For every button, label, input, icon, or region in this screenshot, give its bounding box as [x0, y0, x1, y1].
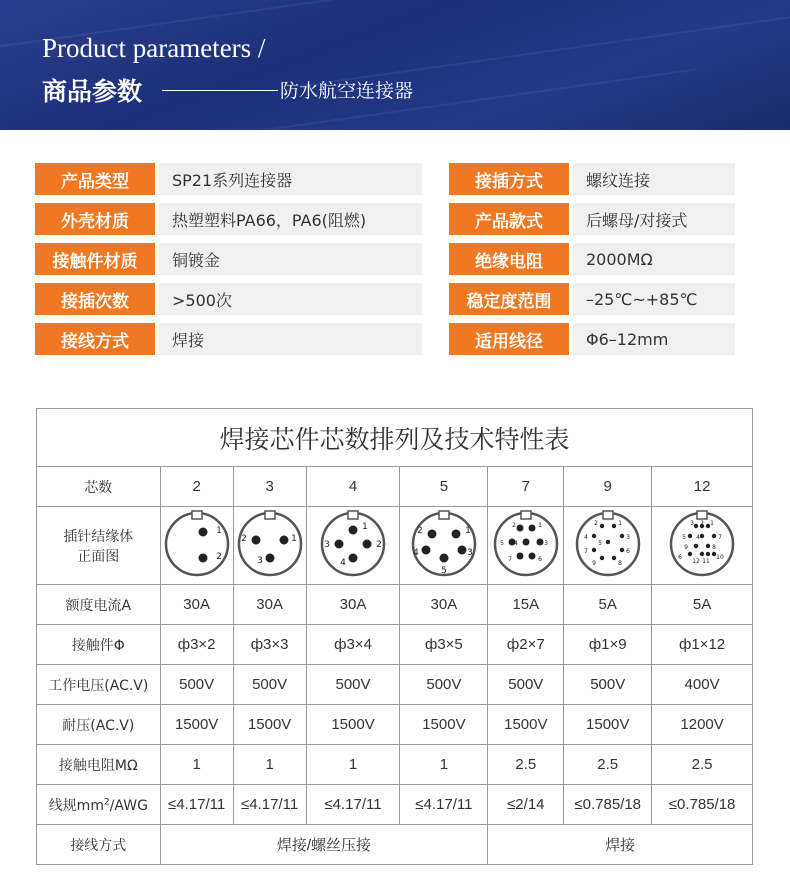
pin-number: 6: [678, 553, 682, 561]
pin: [688, 533, 692, 537]
connector-face-diagram: [318, 509, 388, 579]
cell: 3: [233, 467, 306, 507]
pin-number: 2: [700, 519, 704, 527]
param-label: 稳定度范围: [449, 283, 569, 315]
cell: 30A: [306, 585, 400, 625]
param-row: [35, 243, 422, 275]
param-value: 2000MΩ: [573, 243, 735, 275]
pin-number: 2: [215, 551, 222, 562]
pin: [198, 527, 207, 536]
param-label: 外壳材质: [35, 203, 155, 235]
table-row: [37, 625, 753, 665]
param-value: –25℃~+85℃: [573, 283, 735, 315]
pin-number: 1: [465, 525, 471, 536]
pin-face-3-core: [235, 509, 305, 583]
pin: [349, 525, 358, 534]
core-spec-table: [36, 408, 753, 865]
cell: 5: [400, 467, 488, 507]
pin: [528, 524, 535, 531]
param-value: Φ6–12mm: [573, 323, 735, 355]
param-row: [35, 163, 422, 195]
pin-number: 11: [702, 557, 710, 565]
pin: [421, 545, 430, 554]
pin: [606, 539, 610, 543]
pin: [688, 551, 692, 555]
table-row: [37, 785, 753, 825]
pin: [694, 523, 698, 527]
pin-face-5-core: [409, 509, 479, 583]
param-label: 接触件材质: [35, 243, 155, 275]
cell: ф3×4: [306, 625, 400, 665]
cell: 2.5: [652, 745, 753, 785]
param-value: 铜镀金: [159, 243, 422, 275]
pin-number: 4: [513, 539, 518, 547]
pin-number: 1: [215, 525, 222, 536]
cell: 30A: [160, 585, 233, 625]
cell: ф3×5: [400, 625, 488, 665]
cell: 9: [564, 467, 652, 507]
row-label-sup: 2: [103, 796, 110, 807]
cell: 7: [488, 467, 564, 507]
row-label: 工作电压(AC.V): [37, 665, 161, 705]
param-row: [449, 203, 735, 235]
cell: ≤0.785/18: [564, 785, 652, 825]
cell: 500V: [233, 665, 306, 705]
pin-face-12-core: [667, 509, 737, 583]
cell: 1: [400, 745, 488, 785]
row-label-post: /AWG: [109, 797, 148, 814]
cell: 1200V: [652, 705, 753, 745]
pin: [528, 552, 535, 559]
pin-number: 6: [537, 555, 542, 563]
pin-number: 12: [692, 557, 700, 565]
pin: [451, 529, 460, 538]
pin-number: 1: [710, 519, 714, 527]
pin: [349, 553, 358, 562]
param-row: [35, 323, 422, 355]
connector-shell: [166, 513, 228, 575]
connector-key-notch: [603, 511, 613, 519]
cell: ≤0.785/18: [652, 785, 753, 825]
pin-number: 4: [696, 533, 700, 541]
cell-merged: 焊接: [488, 825, 753, 865]
pin: [439, 553, 448, 562]
connector-face-diagram: [235, 509, 305, 579]
cell: 1500V: [564, 705, 652, 745]
pin: [251, 535, 260, 544]
pin: [694, 543, 698, 547]
param-label: 适用线径: [449, 323, 569, 355]
pin-number: 7: [718, 533, 722, 541]
pin: [620, 533, 624, 537]
param-row: [449, 283, 735, 315]
cell: 4: [306, 467, 400, 507]
connector-face-diagram: [491, 509, 561, 579]
cell: ф1×9: [564, 625, 652, 665]
pin-number: 2: [511, 521, 516, 529]
pin: [427, 529, 436, 538]
row-label: 耐压(AC.V): [37, 705, 161, 745]
row-label: [37, 785, 161, 825]
param-value: 螺纹连接: [573, 163, 735, 195]
pin-face-9-core: [573, 509, 643, 583]
pin-number: 9: [591, 559, 596, 567]
param-label: 绝缘电阻: [449, 243, 569, 275]
pin: [516, 524, 523, 531]
param-value: 热塑塑料PA66，PA6(阻燃): [159, 203, 422, 235]
connector-key-notch: [439, 511, 449, 519]
pin: [600, 555, 604, 559]
cell: ≤4.17/11: [160, 785, 233, 825]
cell: 400V: [652, 665, 753, 705]
pin-number: 2: [376, 539, 382, 550]
param-label: 产品款式: [449, 203, 569, 235]
header-banner: [0, 0, 790, 130]
connector-face-diagram: [667, 509, 737, 579]
pin-number: 3: [690, 519, 694, 527]
row-label: 额度电流A: [37, 585, 161, 625]
cell: 1500V: [488, 705, 564, 745]
pin: [612, 523, 616, 527]
pin-number: 1: [537, 521, 542, 529]
pin: [198, 553, 207, 562]
pin: [700, 551, 704, 555]
param-label: 产品类型: [35, 163, 155, 195]
banner-divider: [162, 90, 278, 91]
pin: [516, 552, 523, 559]
banner-title-en: Product parameters /: [42, 33, 266, 63]
pin-number: 3: [543, 539, 548, 547]
cell: 1500V: [400, 705, 488, 745]
cell: 2.5: [564, 745, 652, 785]
param-row: [35, 203, 422, 235]
table-row: [37, 665, 753, 705]
pin: [612, 555, 616, 559]
param-value: 后螺母/对接式: [573, 203, 735, 235]
cell: 1: [233, 745, 306, 785]
pin: [457, 545, 466, 554]
pin-number: 1: [362, 521, 368, 532]
pin-number: 5: [597, 539, 602, 547]
cell: 1500V: [160, 705, 233, 745]
param-label: 接插次数: [35, 283, 155, 315]
pin-number: 3: [256, 555, 263, 566]
cell: ≤2/14: [488, 785, 564, 825]
pin-number: 7: [583, 547, 588, 555]
cell: ф3×3: [233, 625, 306, 665]
cell-merged: 焊接/螺丝压接: [160, 825, 488, 865]
pin-number: 5: [682, 533, 686, 541]
pin: [620, 547, 624, 551]
cell: 1500V: [233, 705, 306, 745]
connector-key-notch: [265, 511, 275, 519]
banner-subtitle: 防水航空连接器: [280, 80, 414, 102]
cell: 2.5: [488, 745, 564, 785]
pin-face-7-core: [491, 509, 561, 583]
pin-number: 4: [413, 547, 419, 558]
pin: [712, 533, 716, 537]
cell: 500V: [160, 665, 233, 705]
pin-number: 3: [324, 539, 330, 550]
table-row: [37, 825, 753, 865]
table-caption: 焊接芯件芯数排列及技术特性表: [37, 409, 753, 467]
pin-number: 3: [467, 547, 473, 558]
pin-number: 5: [441, 565, 447, 576]
pin-number: 8: [617, 559, 622, 567]
banner-title-cn: 商品参数: [42, 77, 143, 106]
pin-number: 6: [625, 547, 630, 555]
pin: [592, 533, 596, 537]
connector-shell: [239, 513, 301, 575]
connector-key-notch: [192, 511, 202, 519]
row-label: 芯数: [37, 467, 161, 507]
row-label: [37, 507, 161, 585]
row-label-pre: 线规mm: [48, 797, 104, 814]
table-row: [37, 585, 753, 625]
row-label: 接线方式: [37, 825, 161, 865]
cell: 500V: [488, 665, 564, 705]
row-label-line: 插针结缘体: [63, 528, 134, 545]
param-value: 焊接: [159, 323, 422, 355]
cell: 500V: [400, 665, 488, 705]
row-label: 接触件Φ: [37, 625, 161, 665]
pin-number: 8: [712, 543, 716, 551]
pin-number: 2: [593, 519, 598, 527]
cell: 5A: [652, 585, 753, 625]
pin: [265, 553, 274, 562]
cell: 1: [160, 745, 233, 785]
pin-number: 2: [417, 525, 423, 536]
table-row: [37, 745, 753, 785]
cell: 15A: [488, 585, 564, 625]
pin-number: 4: [340, 557, 346, 568]
pin: [706, 543, 710, 547]
pin: [335, 539, 344, 548]
cell: 1: [306, 745, 400, 785]
param-value: >500次: [159, 283, 422, 315]
row-label: 接触电阻MΩ: [37, 745, 161, 785]
cell: ≤4.17/11: [400, 785, 488, 825]
connector-key-notch: [697, 511, 707, 519]
connector-face-diagram: [409, 509, 479, 579]
row-label-line: 正面图: [77, 548, 120, 565]
pin-number: 7: [507, 555, 512, 563]
connector-key-notch: [521, 511, 531, 519]
param-row: [449, 323, 735, 355]
pin-number: 1: [290, 533, 297, 544]
param-row: [35, 283, 422, 315]
connector-key-notch: [348, 511, 358, 519]
pin: [522, 538, 529, 545]
cell: 30A: [233, 585, 306, 625]
pin-number: 5: [499, 539, 504, 547]
cell: 1500V: [306, 705, 400, 745]
pin: [536, 538, 543, 545]
cell: 30A: [400, 585, 488, 625]
cell: ≤4.17/11: [233, 785, 306, 825]
param-value: SP21系列连接器: [159, 163, 422, 195]
cell: ≤4.17/11: [306, 785, 400, 825]
connector-face-diagram: [162, 509, 232, 579]
pin-number: 3: [625, 533, 630, 541]
table-row: [37, 467, 753, 507]
param-row: [449, 163, 735, 195]
cell: 5A: [564, 585, 652, 625]
table-row: [37, 507, 753, 585]
param-label: 接线方式: [35, 323, 155, 355]
pin-number: 1: [617, 519, 622, 527]
pin: [600, 523, 604, 527]
cell: 12: [652, 467, 753, 507]
cell: ф1×12: [652, 625, 753, 665]
cell: 500V: [306, 665, 400, 705]
pin-face-2-core: [162, 509, 232, 583]
connector-face-diagram: [573, 509, 643, 579]
pin-number: 4: [583, 533, 588, 541]
pin-face-4-core: [318, 509, 388, 583]
param-label: 接插方式: [449, 163, 569, 195]
table-row: [37, 705, 753, 745]
cell: ф3×2: [160, 625, 233, 665]
pin: [706, 551, 710, 555]
pin: [279, 535, 288, 544]
pin: [700, 533, 704, 537]
connector-shell: [322, 513, 384, 575]
pin: [592, 547, 596, 551]
pin: [363, 539, 372, 548]
param-row: [449, 243, 735, 275]
cell: 500V: [564, 665, 652, 705]
cell: 2: [160, 467, 233, 507]
pin-number: 10: [716, 553, 724, 561]
pin-number: 9: [684, 543, 688, 551]
pin-number: 2: [240, 533, 247, 544]
cell: ф2×7: [488, 625, 564, 665]
